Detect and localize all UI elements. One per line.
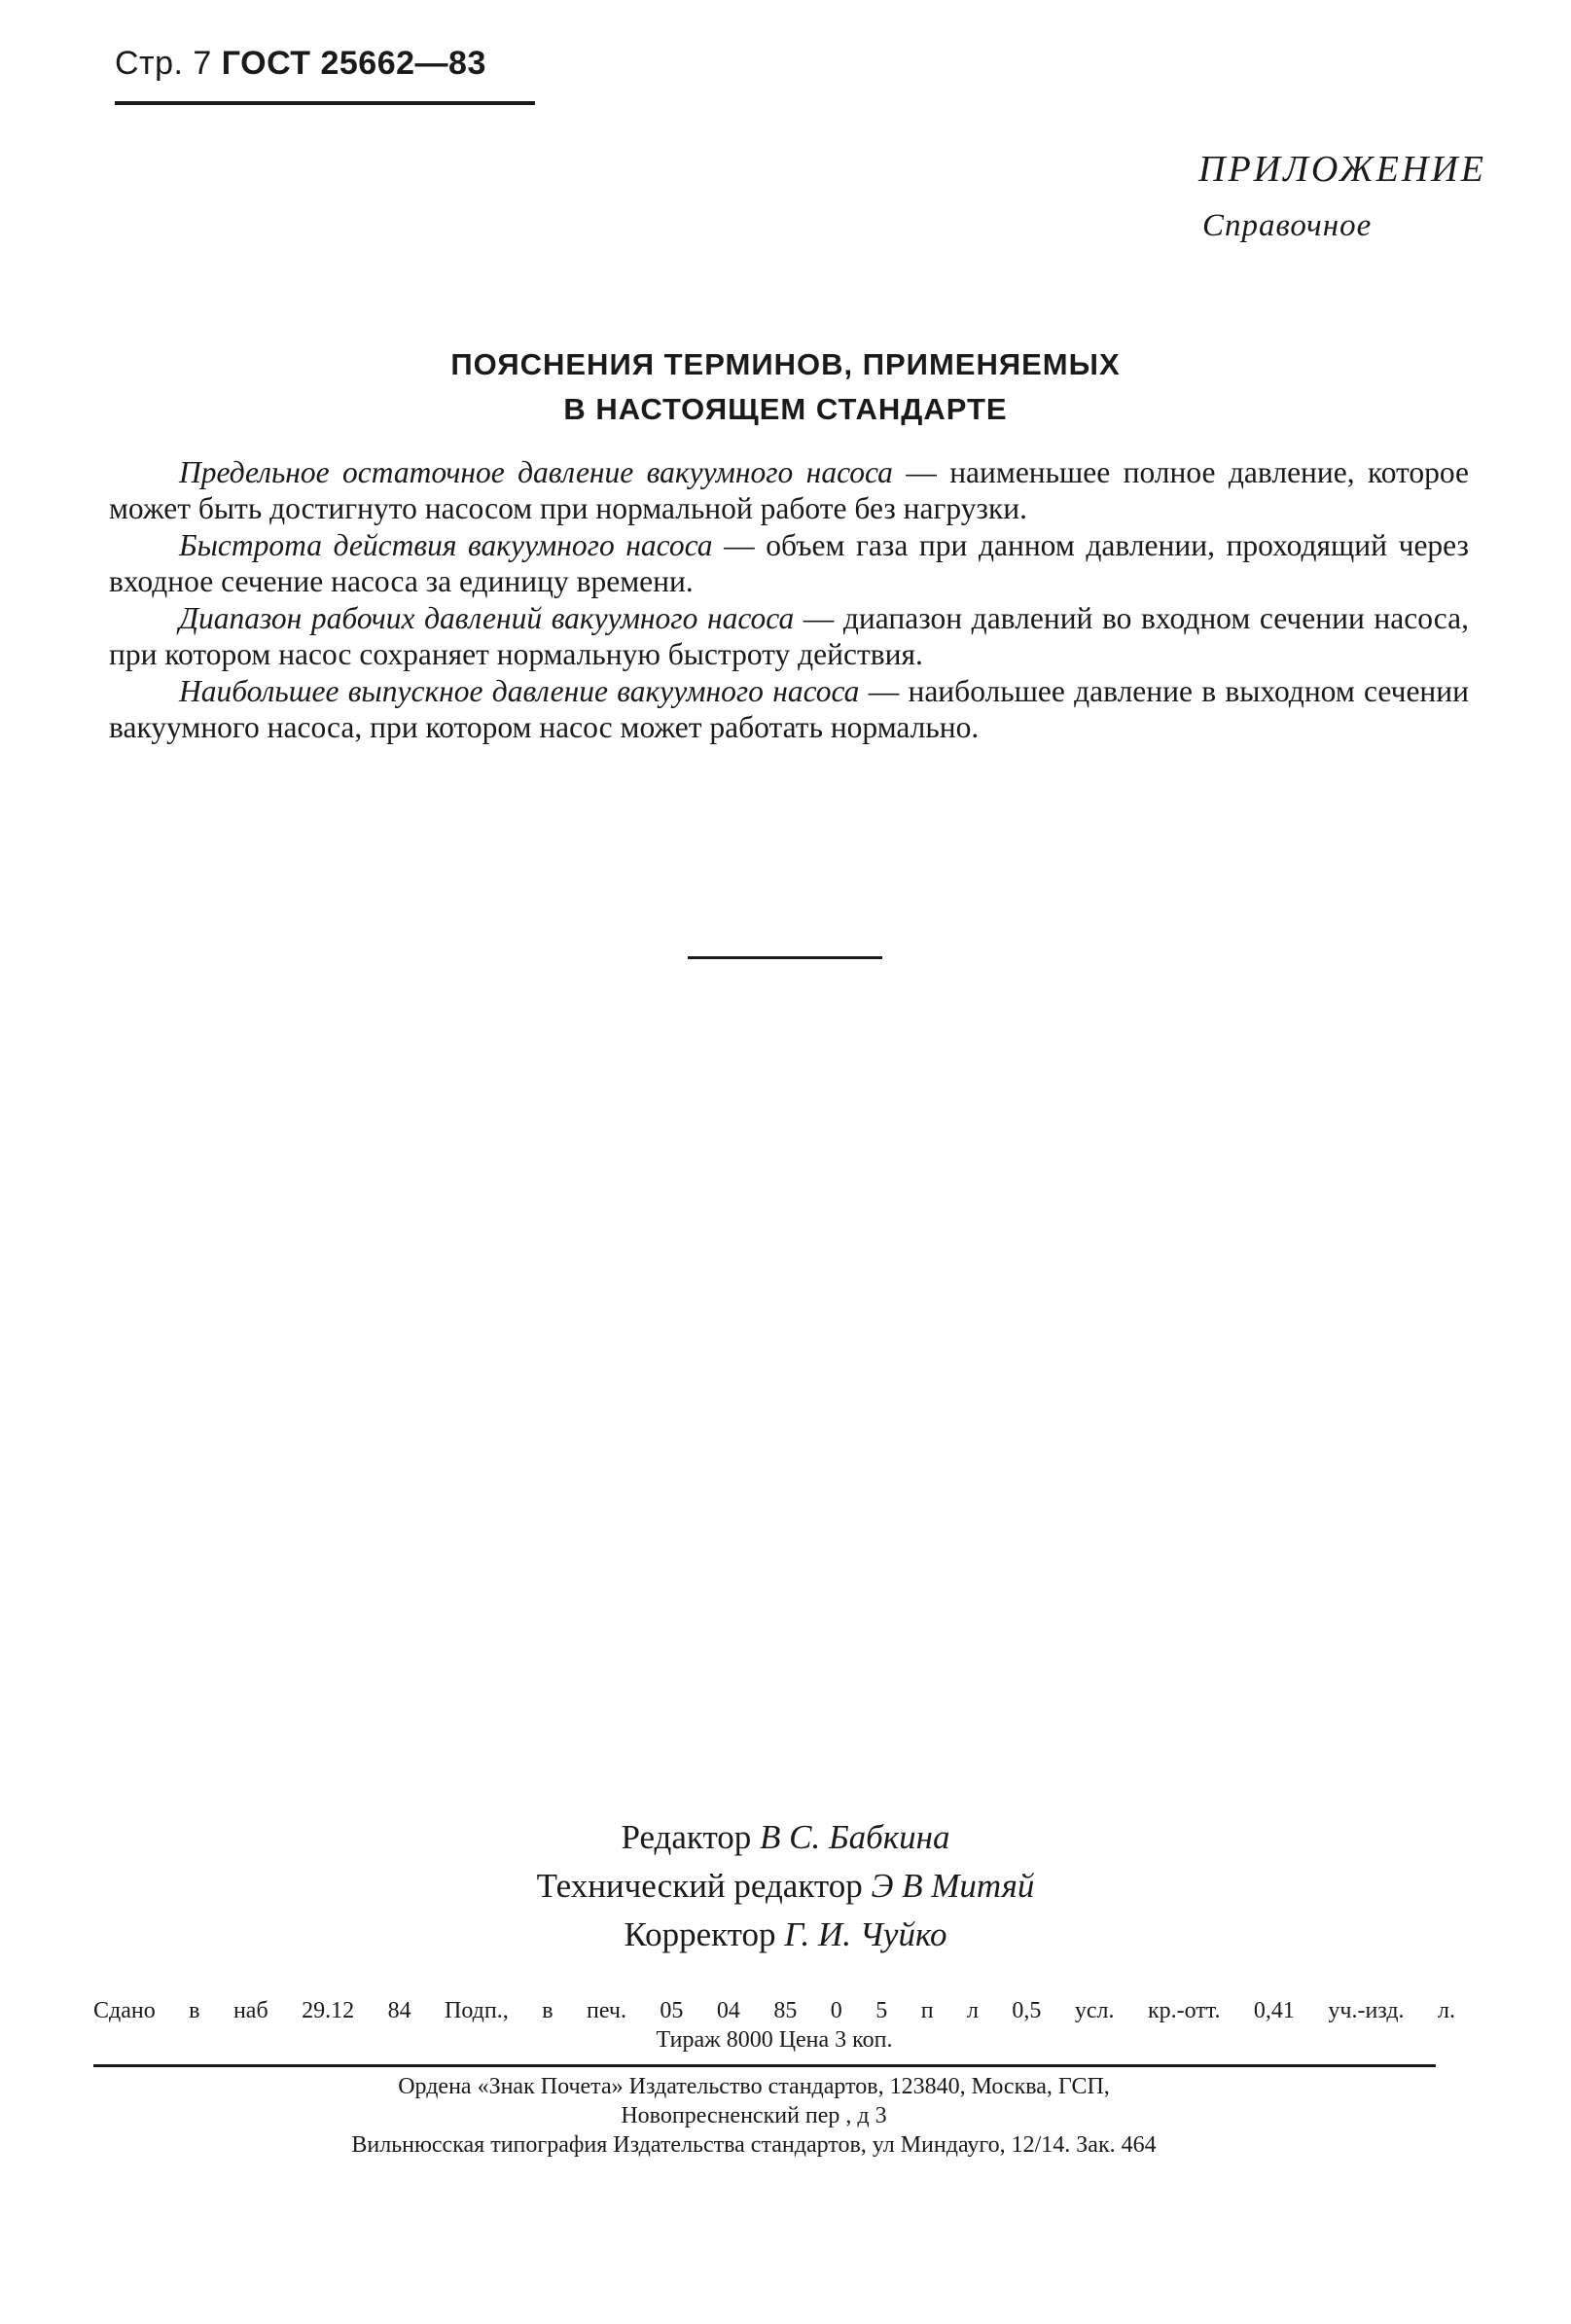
corrector-label: Корректор (624, 1915, 776, 1953)
credits-block (0, 1813, 1571, 1959)
definition-paragraph (109, 455, 1469, 526)
appendix-subtitle: Справочное (1202, 208, 1373, 243)
definition-term: Предельное остаточное давление вакуумного насоса (179, 455, 893, 489)
definition-paragraph (109, 601, 1469, 672)
section-title-line-2: В НАСТОЯЩЕМ СТАНДАРТЕ (563, 392, 1008, 426)
page-number: Стр. 7 (115, 45, 212, 82)
definition-text: — наименьшее полное давление, которое может быть достигнуто насосом при нормальной работе без нагрузки. (109, 455, 1470, 525)
section-title-line-1: ПОЯСНЕНИЯ ТЕРМИНОВ, ПРИМЕНЯЕМЫХ (450, 347, 1121, 381)
publisher-line-3: Вильнюсская типография Издательства стандартов, ул Миндауго, 12/14. Зак. 464 (351, 2132, 1157, 2158)
definition-paragraph (109, 674, 1469, 745)
tech-editor-name: Э В Митяй (871, 1867, 1035, 1905)
editor-line (0, 1813, 1571, 1862)
section-end-divider (688, 956, 882, 959)
definition-term: Наибольшее выпускное давление вакуумного насоса (179, 674, 860, 708)
editor-name: В С. Бабкина (760, 1818, 950, 1856)
page-header (115, 45, 486, 83)
footer-divider (93, 2064, 1436, 2067)
publisher-line-1: Ордена «Знак Почета» Издательство стандартов, 123840, Москва, ГСП, (398, 2074, 1110, 2099)
imprint-block (93, 1996, 1455, 2055)
corrector-line (0, 1911, 1571, 1959)
definition-term: Диапазон рабочих давлений вакуумного насоса (179, 601, 795, 635)
standard-number: ГОСТ 25662—83 (221, 45, 486, 82)
tech-editor-label: Технический редактор (536, 1867, 863, 1905)
publisher-line-2: Новопресненский пер , д 3 (621, 2103, 887, 2128)
appendix-title: ПРИЛОЖЕНИЕ (1198, 149, 1486, 190)
definition-text: — объем газа при данном давлении, проходящий через входное сечение насоса за единицу времени. (109, 528, 1469, 598)
definition-paragraph (109, 528, 1469, 599)
header-divider (115, 101, 535, 105)
definitions-list (109, 455, 1469, 747)
definition-text: — наибольшее давление в выходном сечении вакуумного насоса, при котором насос может работать нормально. (109, 674, 1469, 744)
editor-label: Редактор (621, 1818, 752, 1856)
imprint-line-2: Тираж 8000 Цена 3 коп. (656, 2027, 893, 2053)
publisher-block (146, 2072, 1362, 2160)
definition-term: Быстрота действия вакуумного насоса (179, 528, 713, 562)
imprint-line-1: Сдано в наб 29.12 84 Подп., в печ. 05 04 85 0 5 п л 0,5 усл. кр.-отт. 0,41 уч.-изд. л. (93, 1998, 1455, 2023)
section-title (0, 342, 1571, 432)
tech-editor-line (0, 1862, 1571, 1911)
corrector-name: Г. И. Чуйко (784, 1915, 947, 1953)
definition-text: — диапазон давлений во входном сечении насоса, при котором насос сохраняет нормальную быстроту действия. (109, 601, 1469, 671)
